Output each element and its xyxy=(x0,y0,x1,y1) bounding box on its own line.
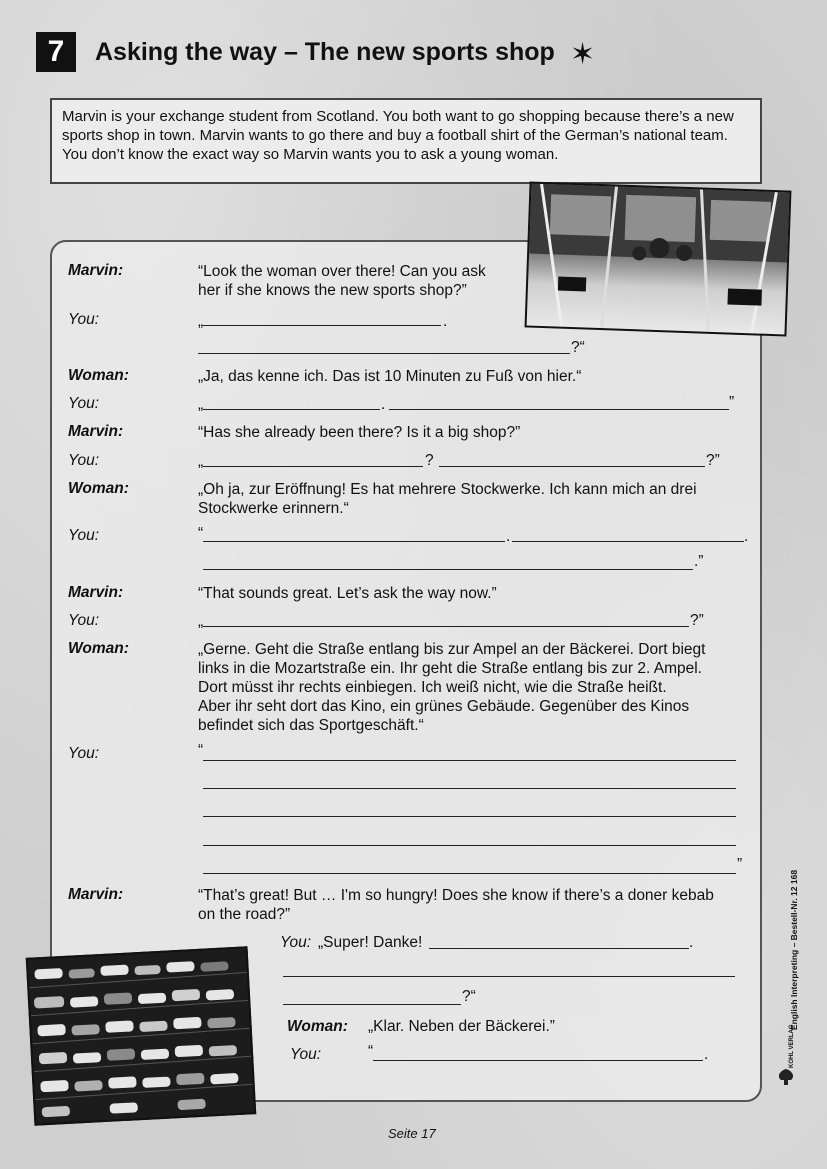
tree-logo-icon xyxy=(775,1068,797,1086)
quote-open: “ xyxy=(368,1043,374,1060)
quote-close: ?“ xyxy=(462,988,476,1005)
speaker-woman: Woman: xyxy=(287,1018,348,1035)
quote-close: ?” xyxy=(706,452,720,469)
punctuation: . xyxy=(381,396,386,413)
page-number: Seite 17 xyxy=(388,1126,436,1141)
answer-blank[interactable] xyxy=(203,816,736,817)
sports-shop-photo xyxy=(525,181,792,336)
speaker-you: You: xyxy=(68,745,100,762)
woman-line-2b: Stockwerke erinnern.“ xyxy=(198,500,349,517)
answer-blank[interactable] xyxy=(389,409,729,410)
answer-blank[interactable] xyxy=(203,569,693,570)
answer-blank[interactable] xyxy=(203,788,736,789)
answer-blank[interactable] xyxy=(203,845,736,846)
speaker-you: You: xyxy=(68,452,100,469)
marvin-line-4a: “That’s great! But … I'm so hungry! Does she know if there’s a doner kebab xyxy=(198,887,714,904)
answer-blank[interactable] xyxy=(203,873,736,874)
punctuation: ? xyxy=(425,452,434,469)
speaker-you: You: xyxy=(290,1046,322,1063)
speaker-marvin: Marvin: xyxy=(68,423,124,440)
answer-blank[interactable] xyxy=(439,466,705,467)
answer-blank[interactable] xyxy=(203,325,441,326)
quote-close: ” xyxy=(729,394,735,411)
punctuation: . xyxy=(704,1046,709,1063)
marvin-line-4b: on the road?” xyxy=(198,906,291,923)
quote-open: “ xyxy=(198,742,204,759)
woman-line-3c: Dort müsst ihr rechts einbiegen. Ich weiß nicht, wie die Straße heißt. xyxy=(198,679,667,696)
punctuation: . xyxy=(443,313,448,330)
answer-blank[interactable] xyxy=(283,976,735,977)
speaker-marvin: Marvin: xyxy=(68,584,124,601)
speaker-marvin: Marvin: xyxy=(68,262,124,279)
quote-open: „ xyxy=(198,613,204,630)
speaker-woman: Woman: xyxy=(68,640,129,657)
speaker-you: You: xyxy=(68,527,100,544)
shop-entrance-image xyxy=(527,184,790,335)
woman-line-3e: befindet sich das Sportgeschäft.“ xyxy=(198,717,424,734)
speaker-you: You: xyxy=(68,311,100,328)
answer-blank[interactable] xyxy=(373,1060,703,1061)
order-number: English Interpreting – Bestell-Nr. 12 168 xyxy=(789,869,799,1031)
marvin-line-2: “Has she already been there? Is it a big shop?” xyxy=(198,424,521,441)
star-icon: ✶ xyxy=(570,38,596,71)
answer-blank[interactable] xyxy=(203,466,423,467)
publisher-logo: KOHL VERLAG xyxy=(789,1024,795,1068)
answer-blank[interactable] xyxy=(203,626,689,627)
quote-close: ?“ xyxy=(571,339,585,356)
woman-line-2a: „Oh ja, zur Eröffnung! Es hat mehrere Stockwerke. Ich kann mich an drei xyxy=(198,481,697,498)
intro-box: Marvin is your exchange student from Scotland. You both want to go shopping because there’s a new sports shop in town. Marvin wants to go there and buy a football shirt of the German’s national team. You don’t know the exact way so Marvin wants you to ask a young woman. xyxy=(50,98,762,184)
answer-blank[interactable] xyxy=(512,541,744,542)
publisher-sidebar xyxy=(787,825,805,1085)
unit-number: 7 xyxy=(36,32,76,72)
answer-blank[interactable] xyxy=(203,409,380,410)
quote-close: ” xyxy=(737,856,743,873)
answer-blank[interactable] xyxy=(283,1004,461,1005)
quote-close: ?” xyxy=(690,612,704,629)
speaker-woman: Woman: xyxy=(68,480,129,497)
you-final-start: „Super! Danke! xyxy=(318,934,423,951)
answer-blank[interactable] xyxy=(203,541,505,542)
shoes-shelf-photo xyxy=(26,946,256,1125)
punctuation: . xyxy=(689,934,694,951)
marvin-line-1a: “Look the woman over there! Can you ask xyxy=(198,263,486,280)
speaker-marvin: Marvin: xyxy=(68,886,124,903)
page-title: Asking the way – The new sports shop xyxy=(95,38,555,66)
answer-blank[interactable] xyxy=(198,353,570,354)
woman-line-4: „Klar. Neben der Bäckerei.” xyxy=(368,1018,555,1035)
woman-line-3b: links in die Mozartstraße ein. Ihr geht die Straße entlang bis zur 2. Ampel. xyxy=(198,660,702,677)
woman-line-3a: „Gerne. Geht die Straße entlang bis zur Ampel an der Bäckerei. Dort biegt xyxy=(198,641,706,658)
quote-open: „ xyxy=(198,313,204,330)
shoes-image xyxy=(28,948,254,1123)
answer-blank[interactable] xyxy=(429,948,689,949)
speaker-you: You: xyxy=(280,934,312,951)
quote-close: .” xyxy=(694,553,704,570)
speaker-you: You: xyxy=(68,612,100,629)
woman-line-1: „Ja, das kenne ich. Das ist 10 Minuten zu Fuß von hier.“ xyxy=(198,368,582,385)
speaker-woman: Woman: xyxy=(68,367,129,384)
punctuation: . xyxy=(744,528,749,545)
woman-line-3d: Aber ihr seht dort das Kino, ein grünes Gebäude. Gegenüber des Kinos xyxy=(198,698,690,715)
answer-blank[interactable] xyxy=(203,760,736,761)
speaker-you: You: xyxy=(68,395,100,412)
punctuation: . xyxy=(506,528,511,545)
quote-open: „ xyxy=(198,453,204,470)
marvin-line-1b: her if she knows the new sports shop?” xyxy=(198,282,467,299)
marvin-line-3: “That sounds great. Let’s ask the way now.” xyxy=(198,585,497,602)
quote-open: “ xyxy=(198,525,204,542)
quote-open: „ xyxy=(198,396,204,413)
